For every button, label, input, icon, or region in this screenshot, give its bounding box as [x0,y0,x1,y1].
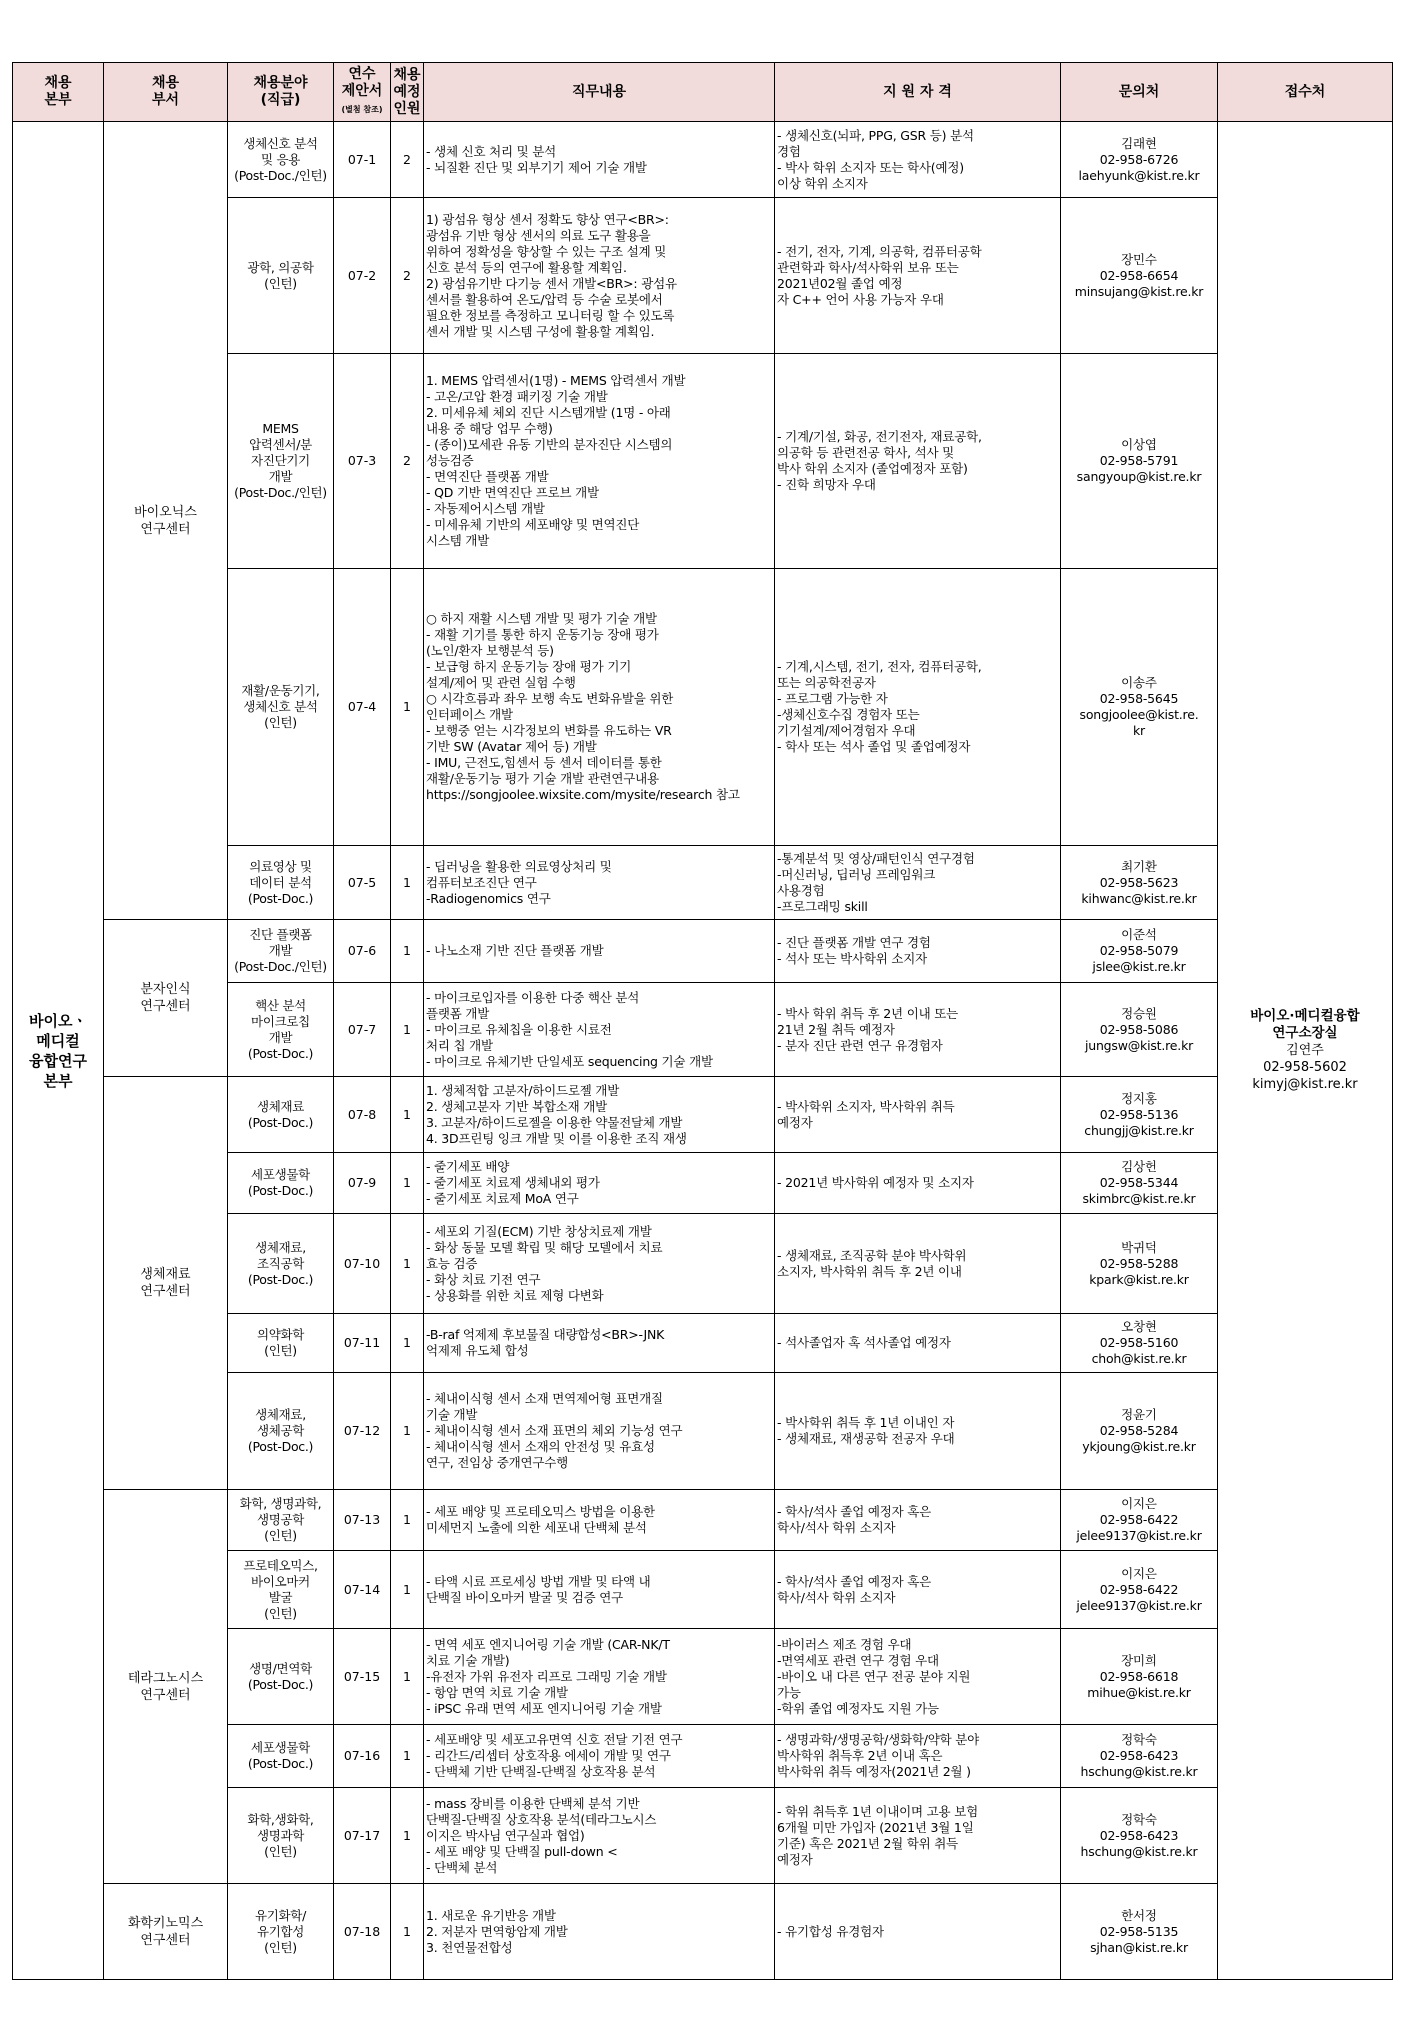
duties-cell: - 줄기세포 배양 - 줄기세포 치료제 생체내외 평가 - 줄기세포 치료제 MoA 연구 [424,1153,775,1214]
qual-cell: -바이러스 제조 경험 우대 -면역세포 관련 연구 경험 우대 -바이오 내 다른 연구 전공 분야 지원 가능 -학위 졸업 예정자도 지원 가능 [775,1629,1061,1725]
contact-cell: 정지홍 02-958-5136 chungjj@kist.re.kr [1061,1077,1218,1153]
code-cell: 07-6 [334,920,391,983]
contact-cell: 이송주 02-958-5645 songjoolee@kist.re. kr [1061,569,1218,846]
duties-cell: 1. 새로운 유기반응 개발 2. 저분자 면역항암제 개발 3. 천연물전합성 [424,1884,775,1980]
count-cell: 1 [391,1314,424,1373]
duties-cell: 1) 광섬유 형상 센서 정확도 향상 연구<BR>: 광섬유 기반 형상 센서의 의료 도구 활용을 위하여 정확성을 향상할 수 있는 구조 설계 및 신호 분석 등의 연구에 활용할 계획임. 2) 광섬유기반 다기능 센서 개발<BR>: 광섬유 센서를 활용하여 온도/압력 등 수술 로봇에서 필요한 정보를 측정하고 모니터링 할 수 있도록 센서 개발 및 시스템 구성에 활용할 계획임. [424,198,775,354]
qual-cell: - 생체재료, 조직공학 분야 박사학위 소지자, 박사학위 취득 후 2년 이내 [775,1214,1061,1314]
receive-title: 바이오·메디컬융합 연구소장실 [1250,1008,1360,1041]
field-cell: 광학, 의공학 (인턴) [228,198,334,354]
field-cell: 의약화학 (인턴) [228,1314,334,1373]
field-cell: 생체신호 분석 및 응용 (Post-Doc./인턴) [228,122,334,198]
count-cell: 1 [391,1788,424,1884]
code-cell: 07-10 [334,1214,391,1314]
count-cell: 1 [391,1373,424,1490]
code-cell: 07-17 [334,1788,391,1884]
contact-cell: 정학숙 02-958-6423 hschung@kist.re.kr [1061,1788,1218,1884]
count-cell: 1 [391,1490,424,1551]
hq-cell: 바이오ㆍ 메디컬 융합연구 본부 [13,122,104,1980]
qual-cell: - 기계,시스템, 전기, 전자, 컴퓨터공학, 또는 의공학전공자 - 프로그램 가능한 자 -생체신호수집 경험자 또는 기기설계/제어경험자 우대 - 학사 또는 석사 졸업 및 졸업예정자 [775,569,1061,846]
count-cell: 1 [391,1629,424,1725]
header-contact: 문의처 [1061,63,1218,122]
field-cell: 생체재료, 조직공학 (Post-Doc.) [228,1214,334,1314]
code-cell: 07-7 [334,983,391,1077]
field-cell: 생체재료, 생체공학 (Post-Doc.) [228,1373,334,1490]
count-cell: 2 [391,122,424,198]
header-row [13,63,1393,122]
duties-cell: - 세포배양 및 세포고유면역 신호 전달 기전 연구 - 리간드/리셉터 상호작용 에세이 개발 및 연구 - 단백체 기반 단백질-단백질 상호작용 분석 [424,1725,775,1788]
qual-cell: - 생명과학/생명공학/생화학/약학 분야 박사학위 취득후 2년 이내 혹은 박사학위 취득 예정자(2021년 2월 ) [775,1725,1061,1788]
contact-cell: 정학숙 02-958-6423 hschung@kist.re.kr [1061,1725,1218,1788]
table-row [13,1077,1393,1153]
count-cell: 1 [391,983,424,1077]
duties-cell: - 면역 세포 엔지니어링 기술 개발 (CAR-NK/T 치료 기술 개발) -유전자 가위 유전자 리프로 그래밍 기술 개발 - 항암 면역 치료 기술 개발 - iPSC 유래 면역 세포 엔지니어링 기술 개발 [424,1629,775,1725]
count-cell: 1 [391,1153,424,1214]
dept-chemical-kinomics: 화학키노믹스 연구센터 [104,1884,228,1980]
qual-cell: - 학사/석사 졸업 예정자 혹은 학사/석사 학위 소지자 [775,1551,1061,1629]
contact-cell: 이상엽 02-958-5791 sangyoup@kist.re.kr [1061,354,1218,569]
field-cell: 핵산 분석 마이크로칩 개발 (Post-Doc.) [228,983,334,1077]
header-proposal-label: 연수 제안서 [341,66,383,99]
qual-cell: - 생체신호(뇌파, PPG, GSR 등) 분석 경험 - 박사 학위 소지자 또는 학사(예정) 이상 학위 소지자 [775,122,1061,198]
count-cell: 2 [391,354,424,569]
contact-cell: 김래현 02-958-6726 laehyunk@kist.re.kr [1061,122,1218,198]
qual-cell: - 2021년 박사학위 예정자 및 소지자 [775,1153,1061,1214]
code-cell: 07-13 [334,1490,391,1551]
code-cell: 07-11 [334,1314,391,1373]
dept-bionics: 바이오닉스 연구센터 [104,122,228,920]
table-row [13,122,1393,198]
duties-cell: - 세포외 기질(ECM) 기반 창상치료제 개발 - 화상 동물 모델 확립 및 해당 모델에서 치료 효능 검증 - 화상 치료 기전 연구 - 상용화를 위한 치료 제형 다변화 [424,1214,775,1314]
table-row [13,1884,1393,1980]
code-cell: 07-9 [334,1153,391,1214]
code-cell: 07-12 [334,1373,391,1490]
qual-cell: - 학사/석사 졸업 예정자 혹은 학사/석사 학위 소지자 [775,1490,1061,1551]
field-cell: 유기화학/ 유기합성 (인턴) [228,1884,334,1980]
count-cell: 2 [391,198,424,354]
receive-cell [1218,122,1393,1980]
contact-cell: 이지은 02-958-6422 jelee9137@kist.re.kr [1061,1490,1218,1551]
qual-cell: - 박사학위 소지자, 박사학위 취득 예정자 [775,1077,1061,1153]
duties-cell: - 생체 신호 처리 및 분석 - 뇌질환 진단 및 외부기기 제어 기술 개발 [424,122,775,198]
field-cell: 생체재료 (Post-Doc.) [228,1077,334,1153]
code-cell: 07-1 [334,122,391,198]
header-proposal-note: (별첨 참조) [341,105,383,114]
field-cell: 프로테오믹스, 바이오마커 발굴 (인턴) [228,1551,334,1629]
duties-cell: ○ 하지 재활 시스템 개발 및 평가 기술 개발 - 재활 기기를 통한 하지 운동기능 장애 평가 (노인/환자 보행분석 등) - 보급형 하지 운동기능 장애 평가 기기 설계/제어 및 관련 실험 수행 ○ 시각흐름과 좌우 보행 속도 변화유발을 위한 인터페이스 개발 - 보행중 얻는 시각정보의 변화를 유도하는 VR 기반 SW (Avatar 제어 등) 개발 - IMU, 근전도,힘센서 등 센서 데이터를 통한 재활/운동기능 평가 기술 개발 관련연구내용 https://songjoolee.wixsite.com/mysite/research 참고 [424,569,775,846]
count-cell: 1 [391,846,424,920]
contact-cell: 이지은 02-958-6422 jelee9137@kist.re.kr [1061,1551,1218,1629]
count-cell: 1 [391,1077,424,1153]
duties-cell: - 나노소재 기반 진단 플랫폼 개발 [424,920,775,983]
header-hq: 채용 본부 [13,63,104,122]
dept-theragnosis: 테라그노시스 연구센터 [104,1490,228,1884]
receive-detail: 김연주 02-958-5602 kimyj@kist.re.kr [1252,1043,1358,1092]
code-cell: 07-2 [334,198,391,354]
header-count: 채용 예정 인원 [391,63,424,122]
qual-cell: - 박사 학위 취득 후 2년 이내 또는 21년 2월 취득 예정자 - 분자 진단 관련 연구 유경험자 [775,983,1061,1077]
count-cell: 1 [391,920,424,983]
qual-cell: - 진단 플랫폼 개발 연구 경험 - 석사 또는 박사학위 소지자 [775,920,1061,983]
field-cell: 생명/면역학 (Post-Doc.) [228,1629,334,1725]
qual-cell: - 유기합성 유경험자 [775,1884,1061,1980]
header-proposal [334,63,391,122]
code-cell: 07-5 [334,846,391,920]
qual-cell: - 석사졸업자 혹 석사졸업 예정자 [775,1314,1061,1373]
qual-cell: - 전기, 전자, 기계, 의공학, 컴퓨터공학 관련학과 학사/석사학위 보유 또는 2021년02월 졸업 예정 자 C++ 언어 사용 가능자 우대 [775,198,1061,354]
count-cell: 1 [391,1884,424,1980]
contact-cell: 정승원 02-958-5086 jungsw@kist.re.kr [1061,983,1218,1077]
qual-cell: - 박사학위 취득 후 1년 이내인 자 - 생체재료, 재생공학 전공자 우대 [775,1373,1061,1490]
header-receive: 접수처 [1218,63,1393,122]
count-cell: 1 [391,1214,424,1314]
field-cell: 세포생물학 (Post-Doc.) [228,1153,334,1214]
header-qual: 지 원 자 격 [775,63,1061,122]
code-cell: 07-8 [334,1077,391,1153]
contact-cell: 한서정 02-958-5135 sjhan@kist.re.kr [1061,1884,1218,1980]
field-cell: 화학, 생명과학, 생명공학 (인턴) [228,1490,334,1551]
dept-molecular-recognition: 분자인식 연구센터 [104,920,228,1077]
contact-cell: 오창현 02-958-5160 choh@kist.re.kr [1061,1314,1218,1373]
duties-cell: - 타액 시료 프로세싱 방법 개발 및 타액 내 단백질 바이오마커 발굴 및 검증 연구 [424,1551,775,1629]
qual-cell: -통계분석 및 영상/패턴인식 연구경험 -머신러닝, 딥러닝 프레임워크 사용경험 -프로그래밍 skill [775,846,1061,920]
code-cell: 07-14 [334,1551,391,1629]
duties-cell: 1. MEMS 압력센서(1명) - MEMS 압력센서 개발 - 고온/고압 환경 패키징 기술 개발 2. 미세유체 체외 진단 시스템개발 (1명 - 아래 내용 중 해당 업무 수행) - (종이)모세관 유동 기반의 분자진단 시스템의 성능검증 - 면역진단 플랫폼 개발 - QD 기반 면역진단 프로브 개발 - 자동제어시스템 개발 - 미세유체 기반의 세포배양 및 면역진단 시스템 개발 [424,354,775,569]
duties-cell: - 마이크로입자를 이용한 다중 핵산 분석 플랫폼 개발 - 마이크로 유체칩을 이용한 시료전 처리 칩 개발 - 마이크로 유체기반 단일세포 sequencing 기술 개발 [424,983,775,1077]
field-cell: 재활/운동기기, 생체신호 분석 (인턴) [228,569,334,846]
count-cell: 1 [391,1725,424,1788]
contact-cell: 장미희 02-958-6618 mihue@kist.re.kr [1061,1629,1218,1725]
code-cell: 07-16 [334,1725,391,1788]
contact-cell: 박귀덕 02-958-5288 kpark@kist.re.kr [1061,1214,1218,1314]
code-cell: 07-18 [334,1884,391,1980]
dept-biomaterials: 생체재료 연구센터 [104,1077,228,1490]
qual-cell: - 학위 취득후 1년 이내이며 고용 보험 6개월 미만 가입자 (2021년 3월 1일 기준) 혹은 2021년 2월 학위 취득 예정자 [775,1788,1061,1884]
count-cell: 1 [391,1551,424,1629]
header-field: 채용분야 (직급) [228,63,334,122]
code-cell: 07-15 [334,1629,391,1725]
contact-cell: 최기환 02-958-5623 kihwanc@kist.re.kr [1061,846,1218,920]
count-cell: 1 [391,569,424,846]
contact-cell: 김상헌 02-958-5344 skimbrc@kist.re.kr [1061,1153,1218,1214]
field-cell: 진단 플랫폼 개발 (Post-Doc./인턴) [228,920,334,983]
code-cell: 07-4 [334,569,391,846]
recruitment-page [12,62,1393,1980]
field-cell: 세포생물학 (Post-Doc.) [228,1725,334,1788]
recruitment-table [12,62,1393,1980]
duties-cell: - 딥러닝을 활용한 의료영상처리 및 컴퓨터보조진단 연구 -Radiogenomics 연구 [424,846,775,920]
contact-cell: 이준석 02-958-5079 jslee@kist.re.kr [1061,920,1218,983]
duties-cell: - 체내이식형 센서 소재 면역제어형 표면개질 기술 개발 - 체내이식형 센서 소재 표면의 체외 기능성 연구 - 체내이식형 센서 소재의 안전성 및 유효성 연구, 전임상 중개연구수행 [424,1373,775,1490]
duties-cell: - mass 장비를 이용한 단백체 분석 기반 단백질-단백질 상호작용 분석(테라그노시스 이지은 박사님 연구실과 협업) - 세포 배양 및 단백질 pull-down < - 단백체 분석 [424,1788,775,1884]
header-dept: 채용 부서 [104,63,228,122]
duties-cell: 1. 생체적합 고분자/하이드로젤 개발 2. 생체고분자 기반 복합소재 개발 3. 고분자/하이드로젤을 이용한 약물전달체 개발 4. 3D프린팅 잉크 개발 및 이를 이용한 조직 재생 [424,1077,775,1153]
field-cell: 의료영상 및 데이터 분석 (Post-Doc.) [228,846,334,920]
table-row [13,920,1393,983]
contact-cell: 정윤기 02-958-5284 ykjoung@kist.re.kr [1061,1373,1218,1490]
header-duties: 직무내용 [424,63,775,122]
qual-cell: - 기계/기설, 화공, 전기전자, 재료공학, 의공학 등 관련전공 학사, 석사 및 박사 학위 소지자 (졸업예정자 포함) - 진학 희망자 우대 [775,354,1061,569]
field-cell: 화학,생화학, 생명과학 (인턴) [228,1788,334,1884]
duties-cell: -B-raf 억제제 후보물질 대량합성<BR>-JNK 억제제 유도체 합성 [424,1314,775,1373]
contact-cell: 장민수 02-958-6654 minsujang@kist.re.kr [1061,198,1218,354]
code-cell: 07-3 [334,354,391,569]
table-row [13,1490,1393,1551]
duties-cell: - 세포 배양 및 프로테오믹스 방법을 이용한 미세먼지 노출에 의한 세포내 단백체 분석 [424,1490,775,1551]
field-cell: MEMS 압력센서/분 자진단기기 개발 (Post-Doc./인턴) [228,354,334,569]
